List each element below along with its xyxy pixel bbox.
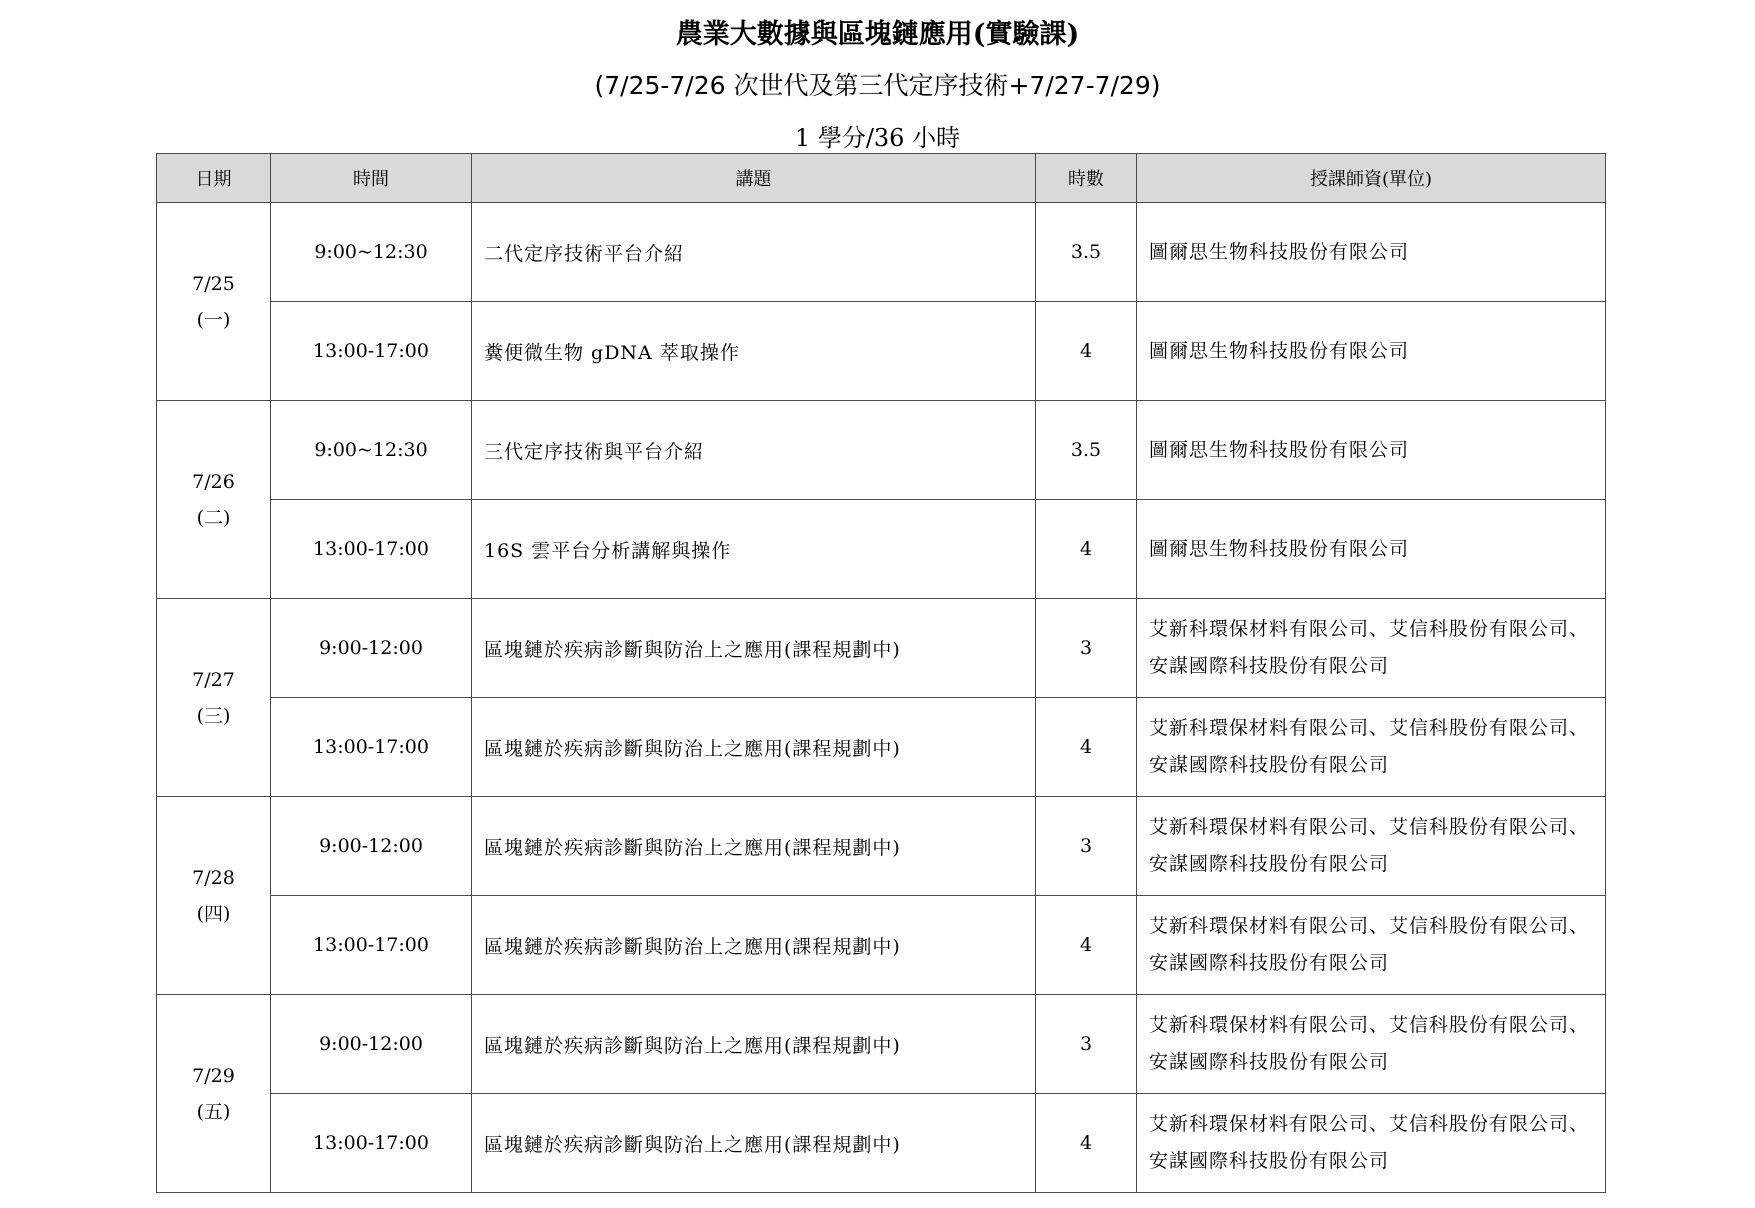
table-row (157, 401, 1606, 500)
time-cell: 9:00-12:00 (271, 599, 472, 698)
topic-cell: 區塊鏈於疾病診斷與防治上之應用(課程規劃中) (472, 896, 1036, 995)
hours-cell: 4 (1036, 896, 1137, 995)
hours-cell: 3 (1036, 995, 1137, 1094)
document-title: 農業大數據與區塊鏈應用(實驗課) (675, 19, 1080, 50)
instructor-cell: 圖爾思生物科技股份有限公司 (1137, 203, 1606, 302)
date-cell (157, 401, 271, 599)
topic-cell: 區塊鏈於疾病診斷與防治上之應用(課程規劃中) (472, 698, 1036, 797)
column-header-topic: 講題 (472, 154, 1036, 203)
table-row (157, 995, 1606, 1094)
hours-cell: 3.5 (1036, 203, 1137, 302)
weekday-label: (一) (196, 308, 231, 331)
hours-cell: 3 (1036, 599, 1137, 698)
hours-cell: 4 (1036, 302, 1137, 401)
time-cell: 9:00-12:00 (271, 995, 472, 1094)
hours-cell: 4 (1036, 500, 1137, 599)
topic-cell: 區塊鏈於疾病診斷與防治上之應用(課程規劃中) (472, 995, 1036, 1094)
column-header-time: 時間 (271, 154, 472, 203)
date-cell (157, 995, 271, 1193)
schedule-table (156, 153, 1606, 1193)
date-cell (157, 797, 271, 995)
topic-cell: 三代定序技術與平台介紹 (472, 401, 1036, 500)
column-header-instructor: 授課師資(單位) (1137, 154, 1606, 203)
time-cell: 9:00-12:00 (271, 797, 472, 896)
instructor-cell: 艾新科環保材料有限公司、艾信科股份有限公司、安謀國際科技股份有限公司 (1137, 599, 1606, 698)
date-label: 7/29 (192, 1064, 235, 1087)
weekday-label: (二) (196, 506, 231, 529)
table-row (157, 203, 1606, 302)
column-header-date: 日期 (157, 154, 271, 203)
date-label: 7/27 (192, 668, 235, 691)
hours-cell: 4 (1036, 698, 1137, 797)
weekday-label: (三) (196, 704, 231, 727)
hours-cell: 3.5 (1036, 401, 1137, 500)
topic-cell: 區塊鏈於疾病診斷與防治上之應用(課程規劃中) (472, 599, 1036, 698)
instructor-cell: 艾新科環保材料有限公司、艾信科股份有限公司、安謀國際科技股份有限公司 (1137, 995, 1606, 1094)
document-subtitle: (7/25-7/26 次世代及第三代定序技術+7/27-7/29) (594, 71, 1161, 100)
instructor-cell: 圖爾思生物科技股份有限公司 (1137, 302, 1606, 401)
table-header-row (157, 154, 1606, 203)
time-cell: 13:00-17:00 (271, 896, 472, 995)
table-row (157, 500, 1606, 599)
topic-cell: 二代定序技術平台介紹 (472, 203, 1036, 302)
instructor-cell: 艾新科環保材料有限公司、艾信科股份有限公司、安謀國際科技股份有限公司 (1137, 1094, 1606, 1193)
weekday-label: (四) (196, 902, 231, 925)
time-cell: 13:00-17:00 (271, 1094, 472, 1193)
date-label: 7/25 (192, 272, 235, 295)
instructor-cell: 艾新科環保材料有限公司、艾信科股份有限公司、安謀國際科技股份有限公司 (1137, 698, 1606, 797)
time-cell: 9:00~12:30 (271, 401, 472, 500)
topic-cell: 16S 雲平台分析講解與操作 (472, 500, 1036, 599)
time-cell: 13:00-17:00 (271, 698, 472, 797)
hours-cell: 3 (1036, 797, 1137, 896)
column-header-hours: 時數 (1036, 154, 1137, 203)
topic-cell: 糞便微生物 gDNA 萃取操作 (472, 302, 1036, 401)
date-label: 7/28 (192, 866, 235, 889)
table-row (157, 797, 1606, 896)
date-cell (157, 599, 271, 797)
time-cell: 13:00-17:00 (271, 500, 472, 599)
table-row (157, 896, 1606, 995)
date-label: 7/26 (192, 470, 235, 493)
table-row (157, 599, 1606, 698)
topic-cell: 區塊鏈於疾病診斷與防治上之應用(課程規劃中) (472, 1094, 1036, 1193)
table-row (157, 698, 1606, 797)
time-cell: 9:00~12:30 (271, 203, 472, 302)
hours-cell: 4 (1036, 1094, 1137, 1193)
topic-cell: 區塊鏈於疾病診斷與防治上之應用(課程規劃中) (472, 797, 1036, 896)
time-cell: 13:00-17:00 (271, 302, 472, 401)
instructor-cell: 圖爾思生物科技股份有限公司 (1137, 401, 1606, 500)
date-cell (157, 203, 271, 401)
table-row (157, 302, 1606, 401)
instructor-cell: 艾新科環保材料有限公司、艾信科股份有限公司、安謀國際科技股份有限公司 (1137, 896, 1606, 995)
table-row (157, 1094, 1606, 1193)
weekday-label: (五) (196, 1100, 231, 1123)
credit-hours: 1 學分/36 小時 (794, 124, 961, 152)
instructor-cell: 艾新科環保材料有限公司、艾信科股份有限公司、安謀國際科技股份有限公司 (1137, 797, 1606, 896)
instructor-cell: 圖爾思生物科技股份有限公司 (1137, 500, 1606, 599)
